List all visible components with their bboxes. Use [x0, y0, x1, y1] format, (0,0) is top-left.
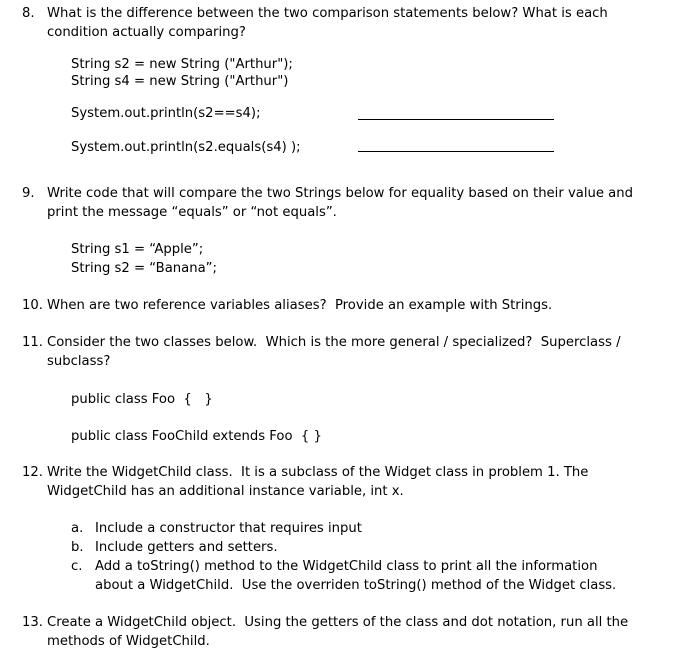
- code-line: String s2 = “Banana”;: [71, 261, 217, 276]
- question-number: 12.: [22, 465, 43, 480]
- question-number: 10.: [22, 298, 43, 313]
- list-item-letter: b.: [71, 540, 84, 555]
- code-line: System.out.println(s2==s4);: [71, 106, 261, 121]
- question-text: When are two reference variables aliases? Provide an example with Strings.: [47, 298, 553, 313]
- code-line: String s4 = new String ("Arthur"): [71, 74, 289, 89]
- code-line: public class FooChild extends Foo { }: [71, 429, 322, 444]
- list-item-letter: a.: [71, 521, 84, 536]
- list-item-text: Include getters and setters.: [95, 540, 278, 555]
- question-9: [22, 184, 682, 222]
- question-text: What is the difference between the two comparison statements below? What is each condition actually comparing?: [47, 6, 612, 40]
- question-8: [22, 4, 682, 42]
- list-item-text: Include a constructor that requires input: [95, 521, 362, 536]
- question-number: 13.: [22, 615, 43, 630]
- question-text: Write the WidgetChild class. It is a subclass of the Widget class in problem 1. The WidgetChild has an additional instance variable, int x.: [47, 465, 593, 499]
- question-12: [22, 463, 682, 501]
- question-number: 8.: [22, 6, 35, 21]
- question-number: 11.: [22, 335, 43, 350]
- list-item-text: Add a toString() method to the WidgetChild class to print all the information about a WidgetChild. Use the overriden toString() method of the Widget class.: [95, 559, 617, 593]
- question-text: Create a WidgetChild object. Using the getters of the class and dot notation, run all the methods of WidgetChild.: [47, 615, 633, 649]
- answer-blank[interactable]: [358, 119, 554, 120]
- code-line: public class Foo { }: [71, 392, 213, 407]
- code-line: String s2 = new String ("Arthur");: [71, 57, 293, 72]
- list-item: [71, 557, 635, 595]
- list-item: [71, 538, 655, 557]
- code-line: String s1 = “Apple”;: [71, 242, 204, 257]
- question-text: Write code that will compare the two Strings below for equality based on their value and print the message “equals” or “not equals”.: [47, 186, 638, 220]
- question-11: [22, 333, 682, 371]
- answer-blank[interactable]: [358, 151, 554, 152]
- question-text: Consider the two classes below. Which is the more general / specialized? Superclass / subclass?: [47, 335, 625, 369]
- list-item-letter: c.: [71, 559, 83, 574]
- question-number: 9.: [22, 186, 35, 201]
- list-item: [71, 519, 655, 538]
- code-line: System.out.println(s2.equals(s4) );: [71, 140, 301, 155]
- question-10: [22, 296, 682, 315]
- question-13: [22, 613, 682, 651]
